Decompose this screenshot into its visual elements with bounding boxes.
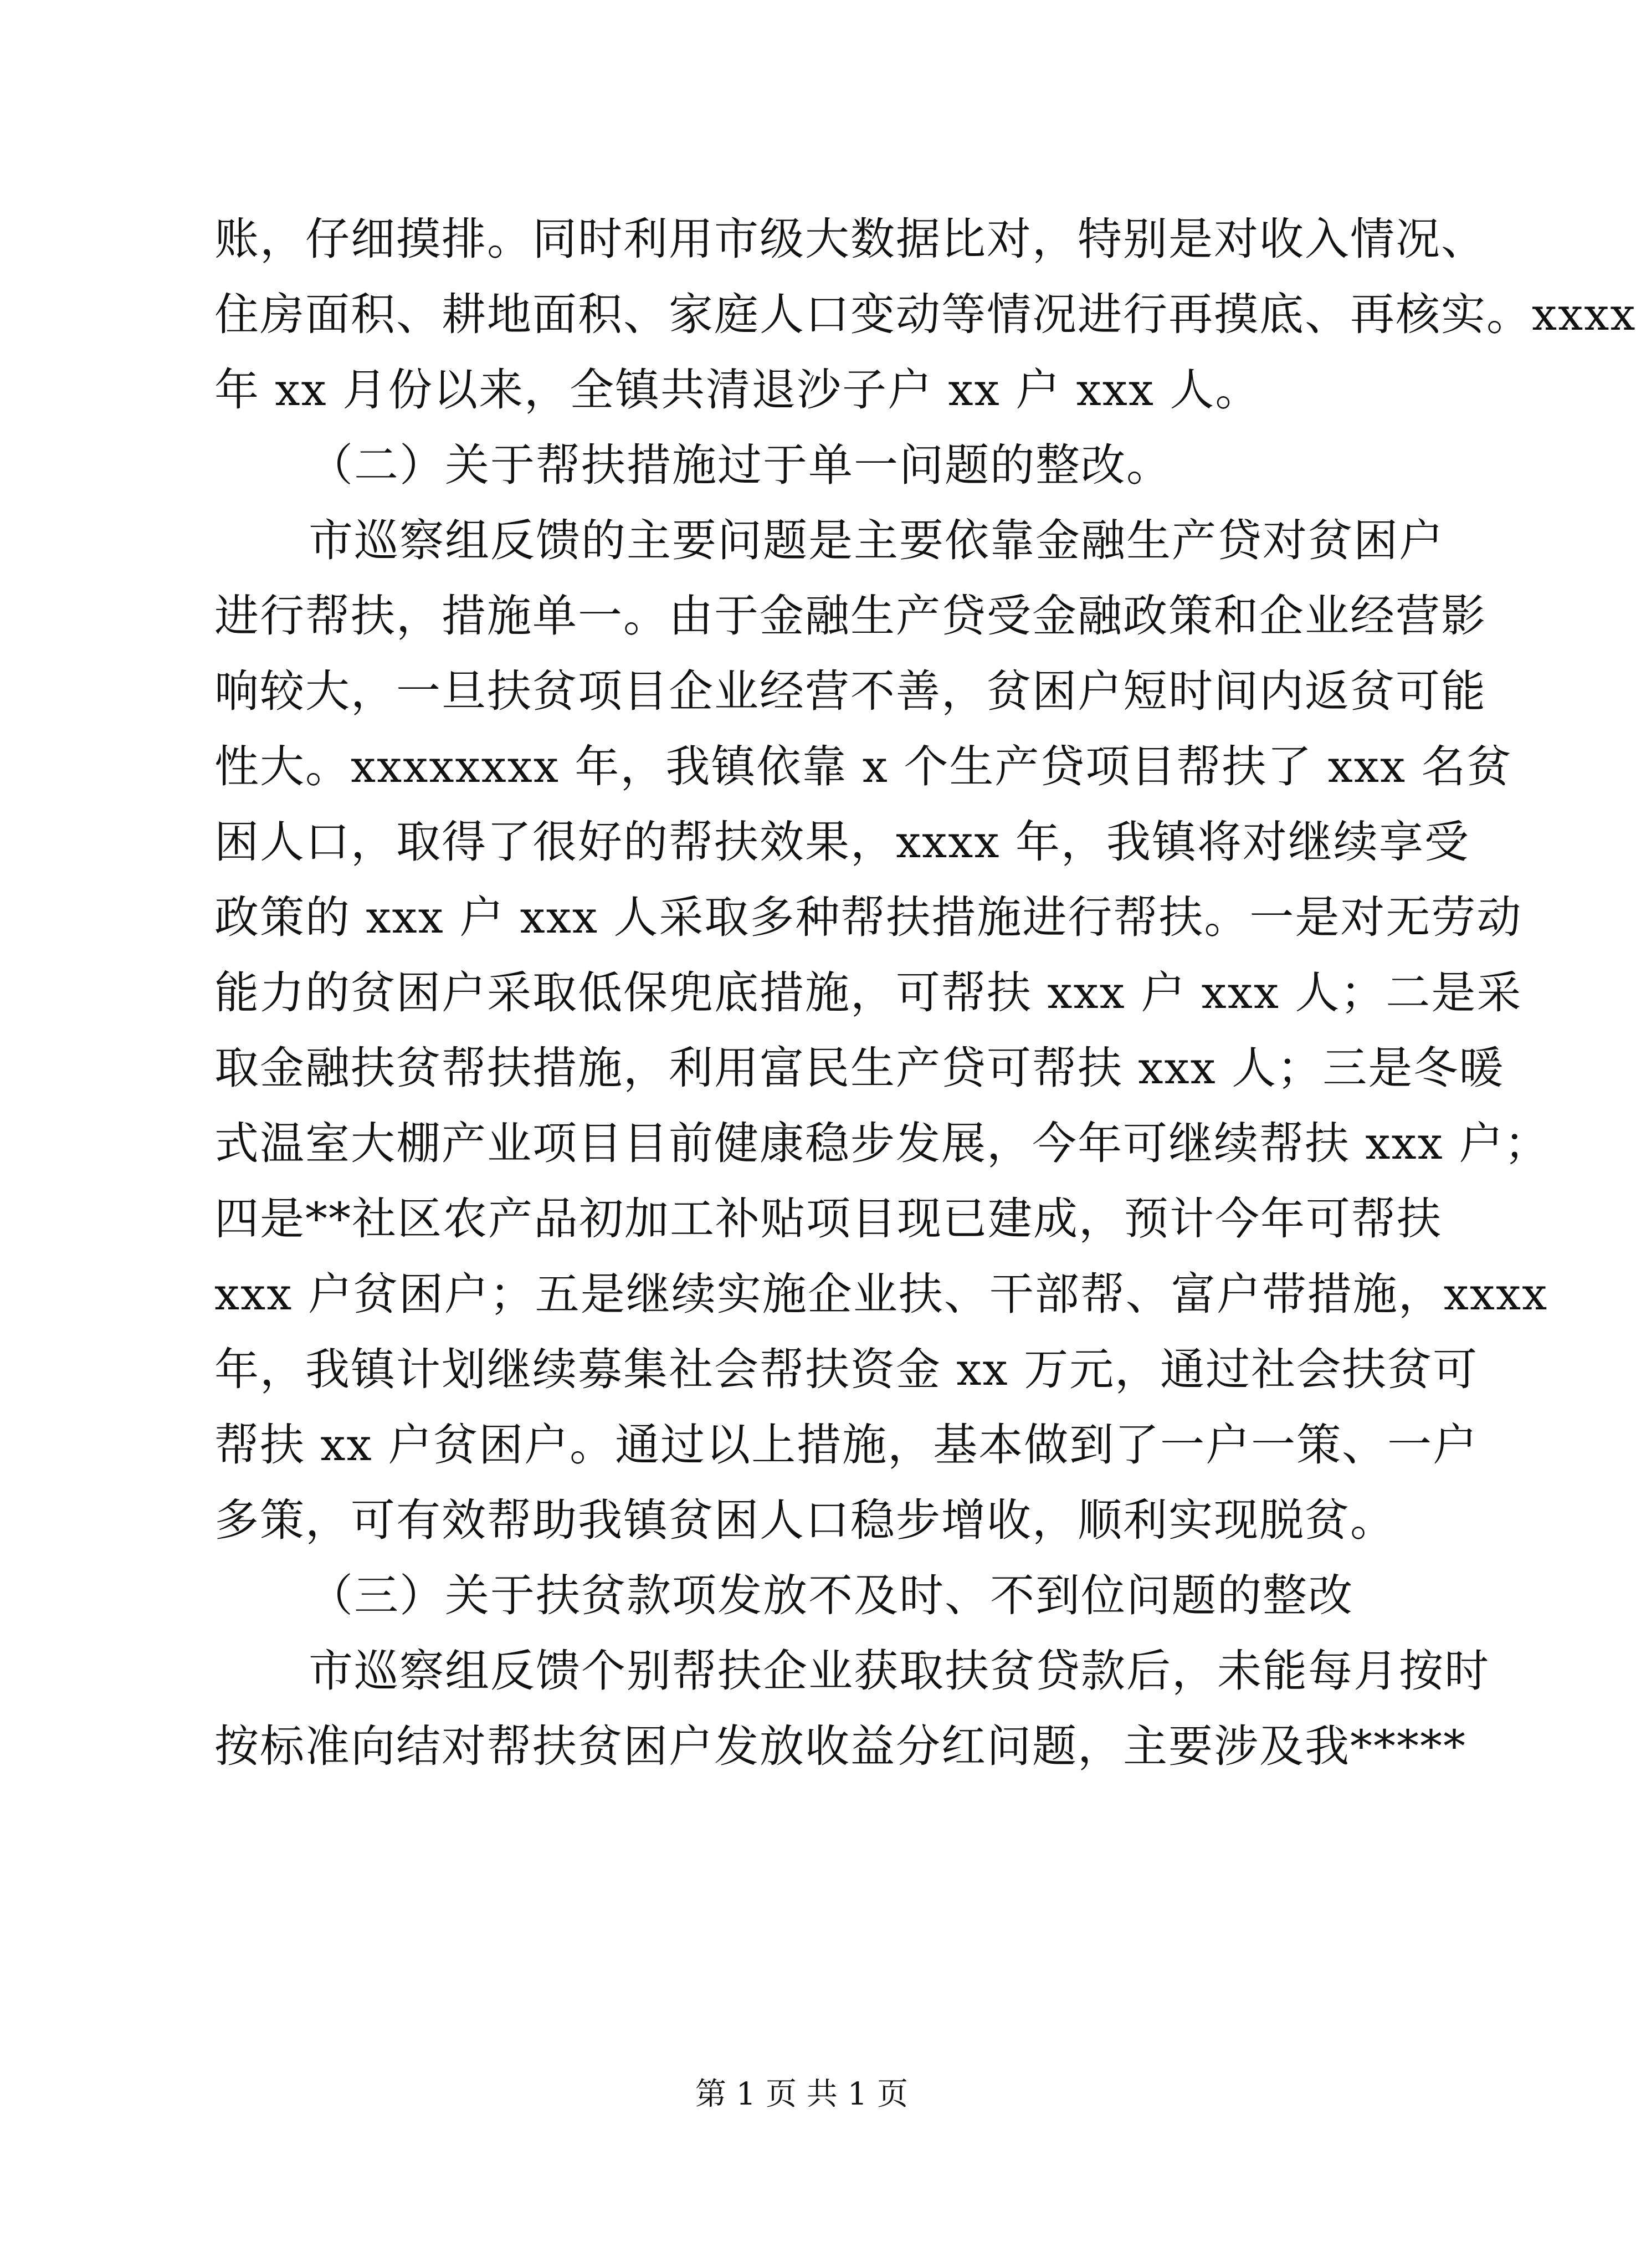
- body-line: 年，我镇计划继续募集社会帮扶资金 xx 万元，通过社会扶贫可: [214, 1344, 1479, 1395]
- body-line: 取金融扶贫帮扶措施，利用富民生产贷可帮扶 xxx 人；三是冬暖: [214, 1042, 1505, 1094]
- body-line: 四是**社区农产品初加工补贴项目现已建成，预计今年可帮扶: [214, 1193, 1442, 1245]
- body-line: 多策，可有效帮助我镇贫困人口稳步增收，顺利实现脱贫。: [214, 1494, 1396, 1546]
- body-line: 性大。xxxxxxxx 年，我镇依靠 x 个生产贷项目帮扶了 xxx 名贫: [214, 741, 1512, 792]
- body-line: 年 xx 月份以来，全镇共清退沙子户 xx 户 xxx 人。: [214, 364, 1261, 416]
- section-heading: （三）关于扶贫款项发放不及时、不到位问题的整改: [309, 1570, 1353, 1621]
- body-line: 进行帮扶，措施单一。由于金融生产贷受金融政策和企业经营影: [214, 590, 1486, 642]
- body-line: 能力的贫困户采取低保兜底措施，可帮扶 xxx 户 xxx 人；二是采: [214, 967, 1522, 1018]
- body-line: 帮扶 xx 户贫困户。通过以上措施，基本做到了一户一策、一户: [214, 1419, 1479, 1471]
- body-line: 政策的 xxx 户 xxx 人采取多种帮扶措施进行帮扶。一是对无劳动: [214, 892, 1522, 943]
- body-line: 市巡察组反馈的主要问题是主要依靠金融生产贷对贫困户: [309, 515, 1444, 566]
- body-line: 式温室大棚产业项目目前健康稳步发展，今年可继续帮扶 xxx 户；: [214, 1118, 1550, 1169]
- section-heading: （二）关于帮扶措施过于单一问题的整改。: [309, 439, 1172, 491]
- body-line: 响较大，一旦扶贫项目企业经营不善，贫困户短时间内返贫可能: [214, 665, 1486, 717]
- body-line: 市巡察组反馈个别帮扶企业获取扶贫贷款后，未能每月按时: [309, 1645, 1490, 1697]
- body-line: 按标准向结对帮扶贫困户发放收益分红问题，主要涉及我*****: [214, 1721, 1466, 1772]
- body-line: 账，仔细摸排。同时利用市级大数据比对，特别是对收入情况、: [214, 213, 1486, 265]
- page-number-footer: 第 1 页 共 1 页: [695, 2076, 909, 2112]
- body-line: 困人口，取得了很好的帮扶效果，xxxx 年，我镇将对继续享受: [214, 816, 1470, 868]
- body-line: 住房面积、耕地面积、家庭人口变动等情况进行再摸底、再核实。xxxx: [214, 289, 1636, 340]
- body-line: xxx 户贫困户；五是继续实施企业扶、干部帮、富户带措施，xxxx: [214, 1268, 1548, 1320]
